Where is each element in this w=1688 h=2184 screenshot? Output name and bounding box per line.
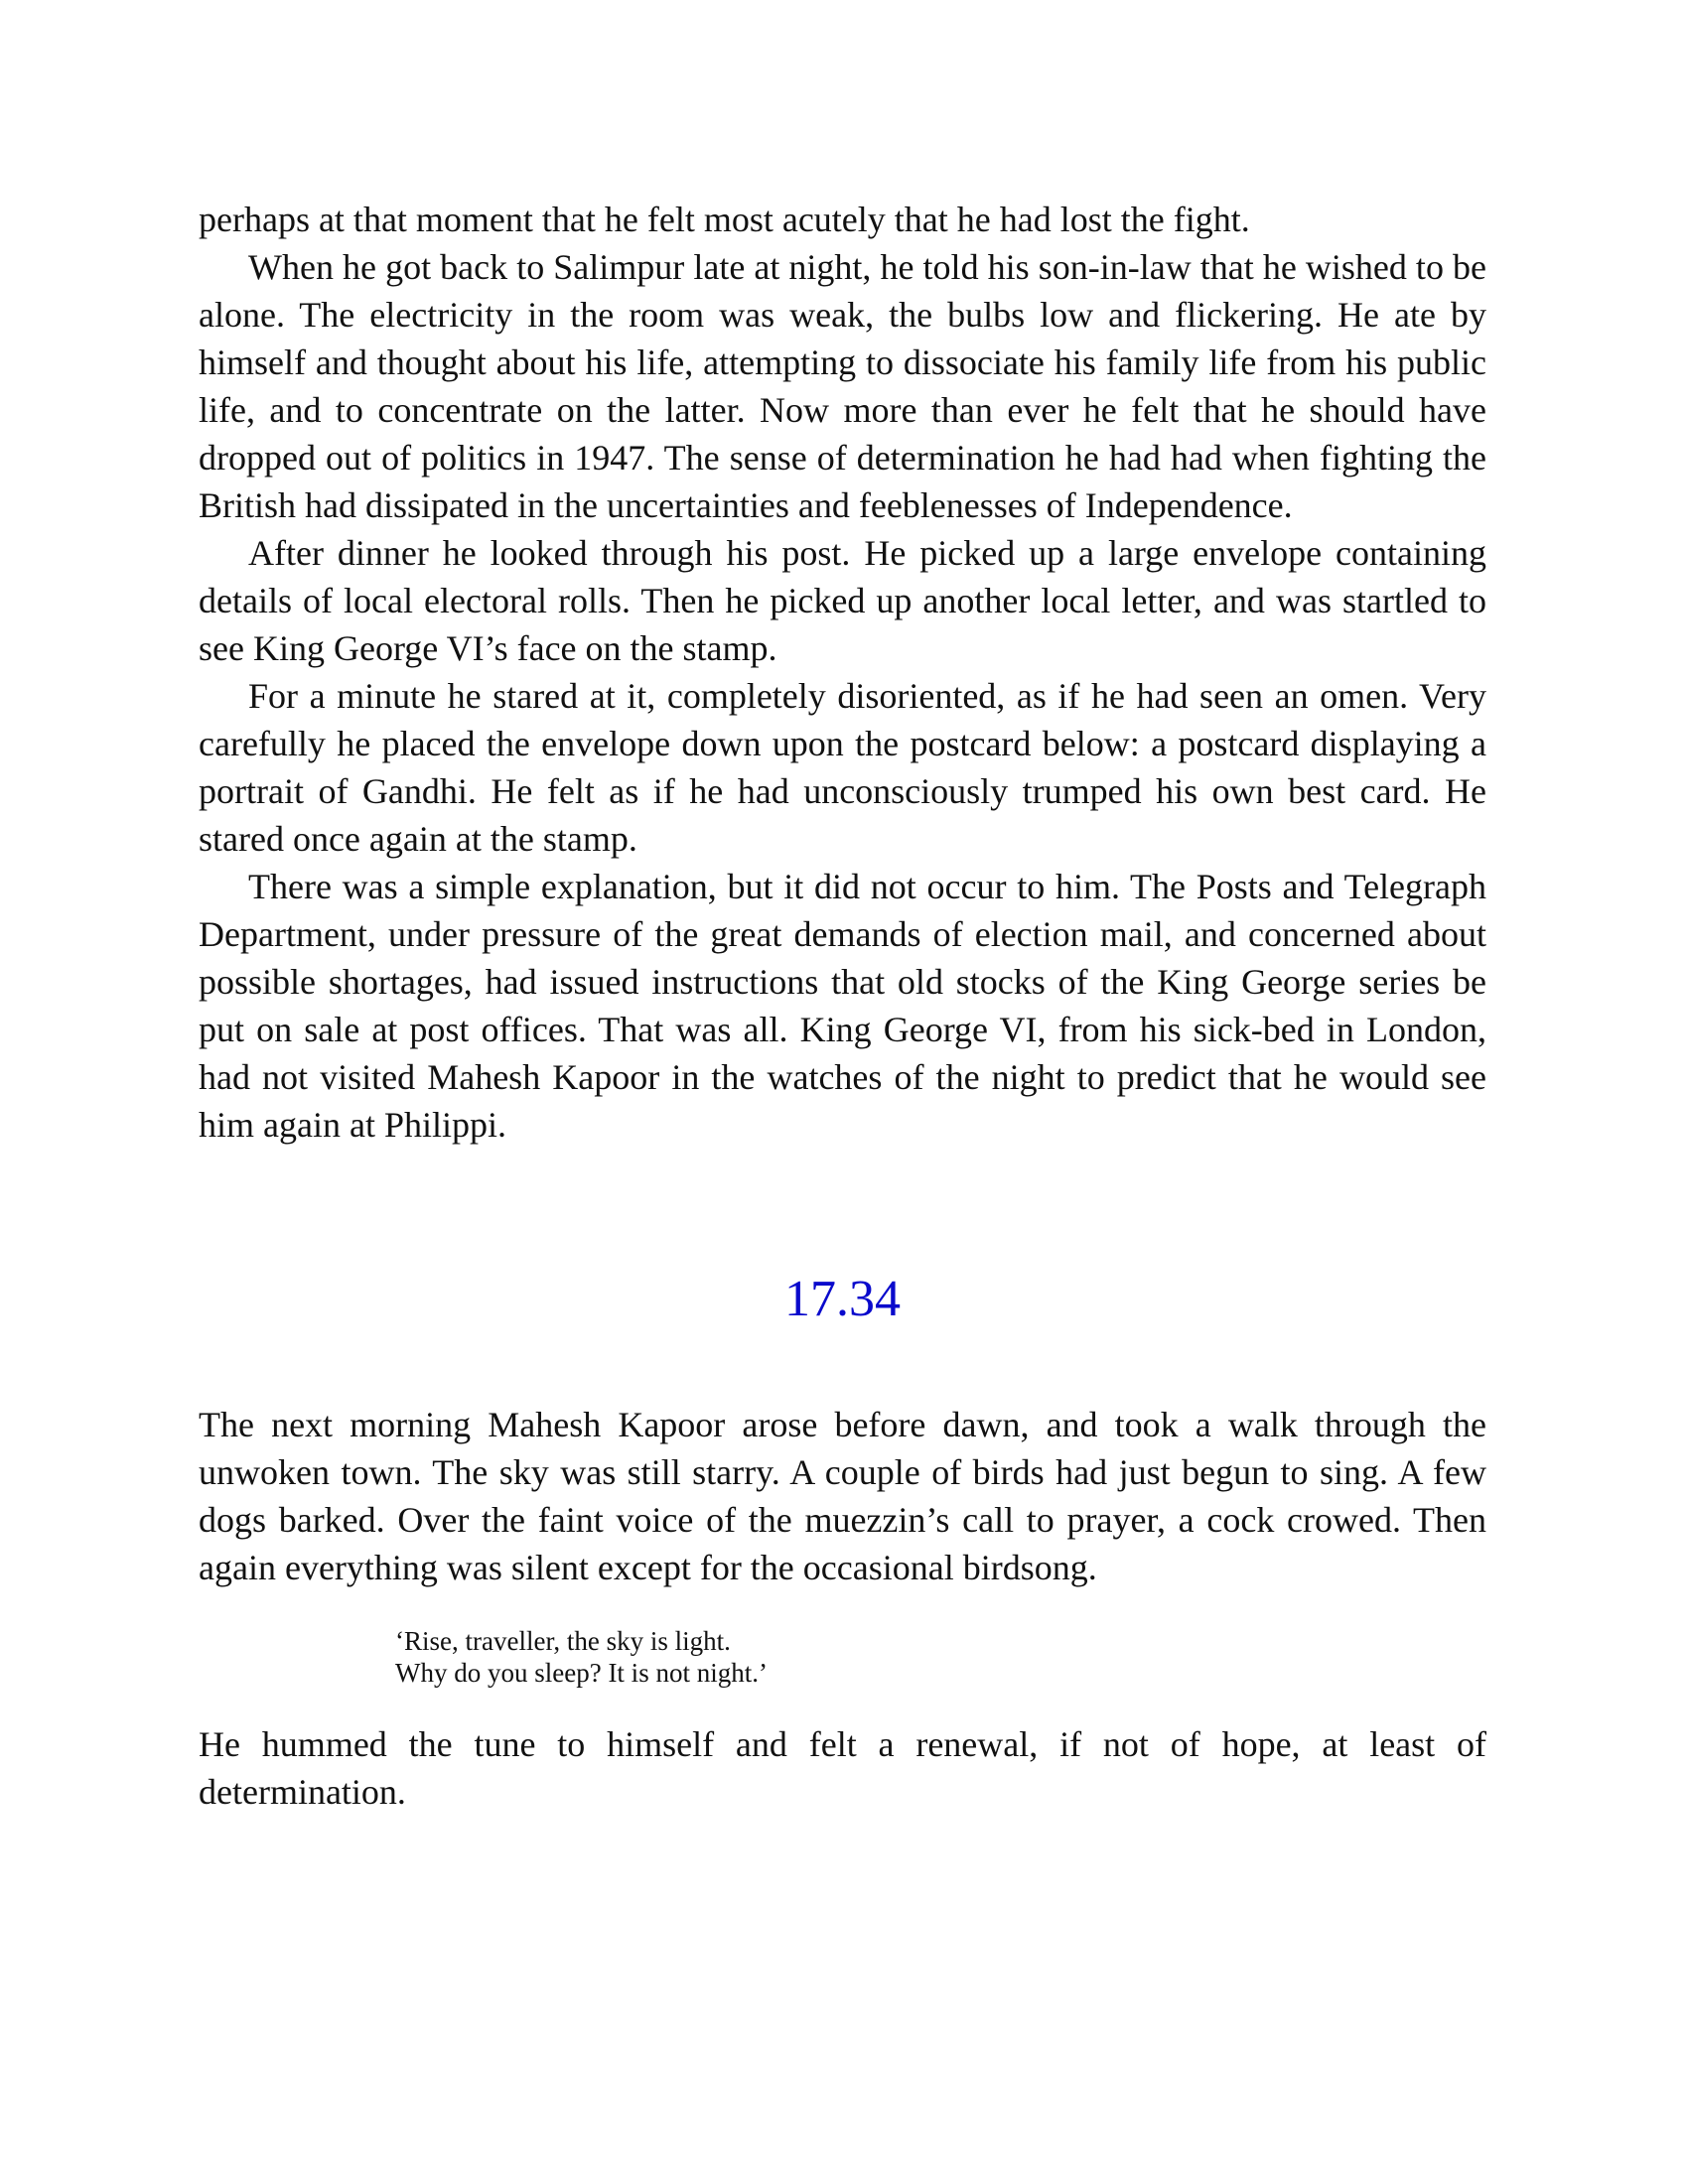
continued-text-block (199, 196, 1486, 1149)
section-body (199, 1401, 1486, 1816)
paragraph-morning-walk: The next morning Mahesh Kapoor arose before dawn, and took a walk through the unwoken town. The sky was still starry. A couple of birds had just begun to sing. A few dogs barked. Over the faint voice of the muezzin’s call to prayer, a cock crowed. Then again everything was silent except for the occasional birdsong. (199, 1405, 1486, 1587)
paragraph-explanation: There was a simple explanation, but it did not occur to him. The Posts and Telegraph Department, under pressure of the great demands of election mail, and concerned about possible shortages, had issued instructions that old stocks of the King George series be put on sale at post offices. That was all. King George VI, from his sick-bed in London, had not visited Mahesh Kapoor in the watches of the night to predict that he would see him again at Philippi. (199, 867, 1486, 1145)
verse-quote (395, 1625, 1486, 1689)
verse-line: ‘Rise, traveller, the sky is light. (395, 1626, 731, 1656)
verse-line: Why do you sleep? It is not night.’ (395, 1658, 768, 1688)
paragraph-post: After dinner he looked through his post. He picked up a large envelope containing details of local electoral rolls. Then he picked up another local letter, and was startled to see King George VI’s face on the stamp. (199, 533, 1486, 668)
document-page (199, 196, 1486, 1816)
paragraph-salimpur: When he got back to Salimpur late at night, he told his son-in-law that he wished to be alone. The electricity in the room was weak, the bulbs low and flickering. He ate by himself and thought about his life, attempting to dissociate his family life from his public life, and to concentrate on the latter. Now more than ever he felt that he should have dropped out of politics in 1947. The sense of determination he had had when fighting the British had dissipated in the uncertainties and feeblenesses of Independence. (199, 247, 1486, 525)
section-heading: 17.34 (784, 1271, 901, 1327)
paragraph-omen: For a minute he stared at it, completely disoriented, as if he had seen an omen. Very carefully he placed the envelope down upon the postcard below: a postcard displaying a portrait of Gandhi. He felt as if he had unconsciously trumped his own best card. He stared once again at the stamp. (199, 676, 1486, 859)
paragraph-continuation: perhaps at that moment that he felt most acutely that he had lost the fight. (199, 200, 1250, 239)
paragraph-renewal: He hummed the tune to himself and felt a renewal, if not of hope, at least of determination. (199, 1724, 1486, 1812)
